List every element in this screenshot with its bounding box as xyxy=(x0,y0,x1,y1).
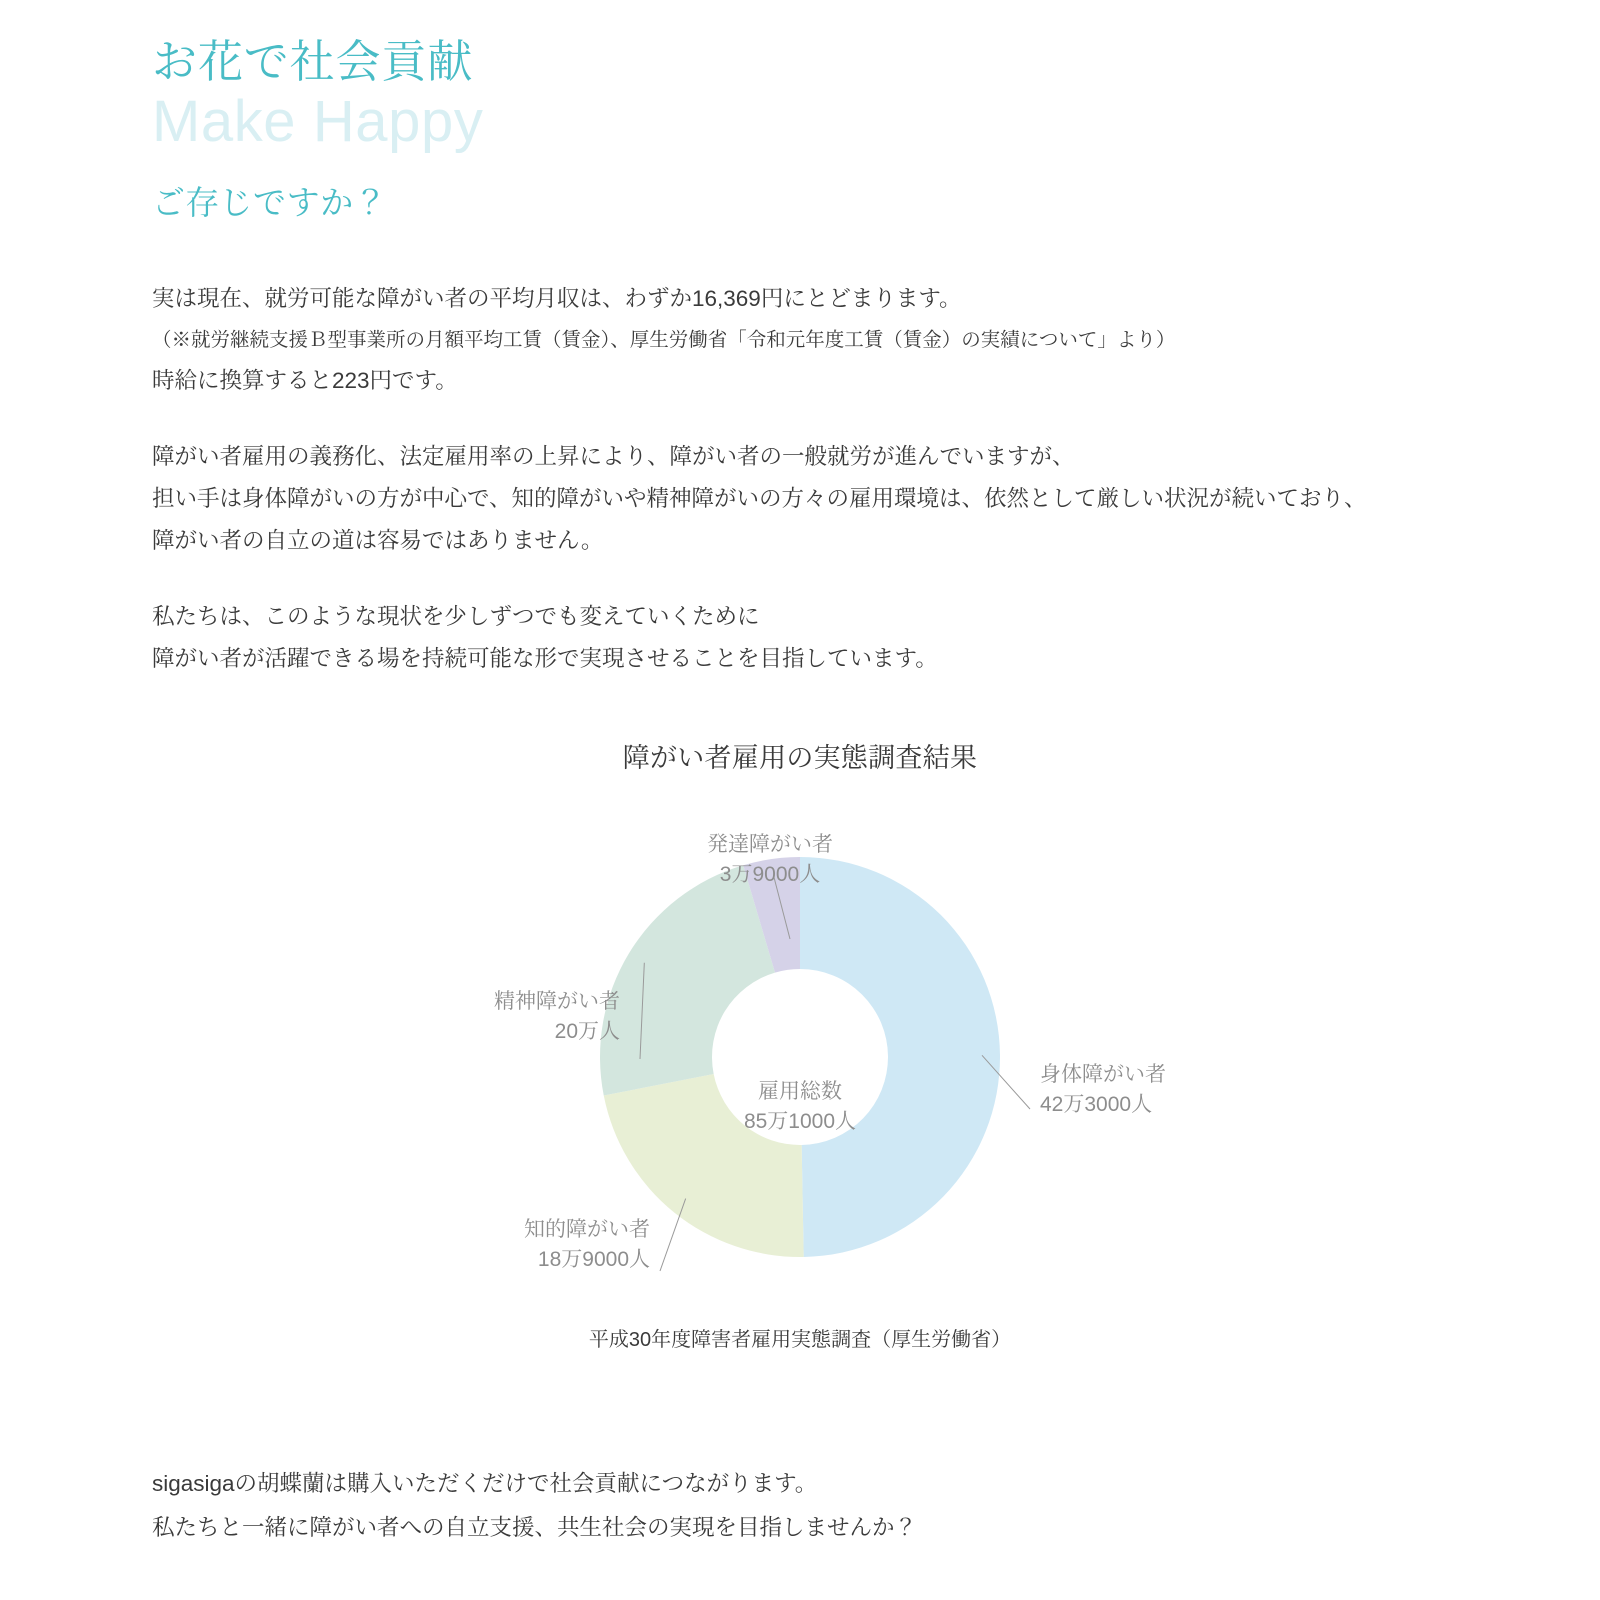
donut-slice xyxy=(600,865,775,1095)
paragraph-3 xyxy=(152,596,1472,680)
body-copy xyxy=(152,278,1472,680)
paragraph-1-line-2: （※就労継続支援Ｂ型事業所の月額平均工賃（賃金）、厚生労働省「令和元年度工賃（賃金）の実績について」より） xyxy=(152,329,1176,351)
slice-label-intellectual-name: 知的障がい者 xyxy=(524,1218,650,1241)
donut-center-value: 85万1000人 xyxy=(743,1110,857,1134)
page-subtitle: ご存じですか？ xyxy=(152,183,388,221)
footer-line-1: sigasigaの胡蝶蘭は購入いただくだけで社会貢献につながります。 xyxy=(152,1471,818,1496)
page-title-en: Make Happy xyxy=(152,88,484,154)
paragraph-2-line-1: 障がい者雇用の義務化、法定雇用率の上昇により、障がい者の一般就労が進んでいますが、 xyxy=(152,444,1075,469)
paragraph-1 xyxy=(152,278,1472,402)
donut-slices xyxy=(600,857,1000,1257)
paragraph-2-line-2: 担い手は身体障がいの方が中心で、知的障がいや精神障がいの方々の雇用環境は、依然として厳しい状況が続いており、 xyxy=(152,486,1367,511)
slice-label-physical-value: 42万3000人 xyxy=(1040,1092,1153,1116)
donut-center-label xyxy=(700,1077,900,1138)
header xyxy=(152,36,1352,224)
spacer-1 xyxy=(152,402,1472,436)
paragraph-3-line-1: 私たちは、このような現状を少しずつでも変えていくために xyxy=(152,604,760,629)
slice-label-developmental xyxy=(640,830,900,890)
paragraph-3-line-2: 障がい者が活躍できる場を持続可能な形で実現させることを目指しています。 xyxy=(152,646,938,671)
paragraph-1-line-3: 時給に換算すると223円です。 xyxy=(152,368,458,393)
slice-label-intellectual xyxy=(430,1215,650,1275)
slice-label-mental-value: 20万人 xyxy=(554,1019,620,1043)
slice-label-mental-name: 精神障がい者 xyxy=(494,990,620,1013)
paragraph-1-line-1: 実は現在、就労可能な障がい者の平均月収は、わずか16,369円にとどまります。 xyxy=(152,286,962,311)
chart-source: 平成30年度障害者雇用実態調査（厚生労働省） xyxy=(588,1329,1012,1351)
slice-label-developmental-value: 3万9000人 xyxy=(719,862,821,886)
page-title-ja: お花で社会貢献 xyxy=(152,36,474,87)
donut-center-title: 雇用総数 xyxy=(758,1080,842,1103)
slice-label-developmental-name: 発達障がい者 xyxy=(707,833,833,856)
slice-label-physical xyxy=(1040,1060,1300,1120)
paragraph-2 xyxy=(152,436,1472,562)
paragraph-2-line-3: 障がい者の自立の道は容易ではありません。 xyxy=(152,528,604,553)
donut-slice xyxy=(800,857,1000,1257)
slice-label-physical-name: 身体障がい者 xyxy=(1040,1063,1166,1086)
slice-label-mental xyxy=(400,987,620,1047)
slice-label-intellectual-value: 18万9000人 xyxy=(537,1247,650,1271)
chart-title: 障がい者雇用の実態調査結果 xyxy=(622,743,978,773)
footer-copy xyxy=(152,1462,1472,1550)
chart-block xyxy=(0,736,1600,1352)
footer-line-2: 私たちと一緒に障がい者への自立支援、共生社会の実現を目指しませんか？ xyxy=(152,1515,918,1540)
spacer-2 xyxy=(152,562,1472,596)
